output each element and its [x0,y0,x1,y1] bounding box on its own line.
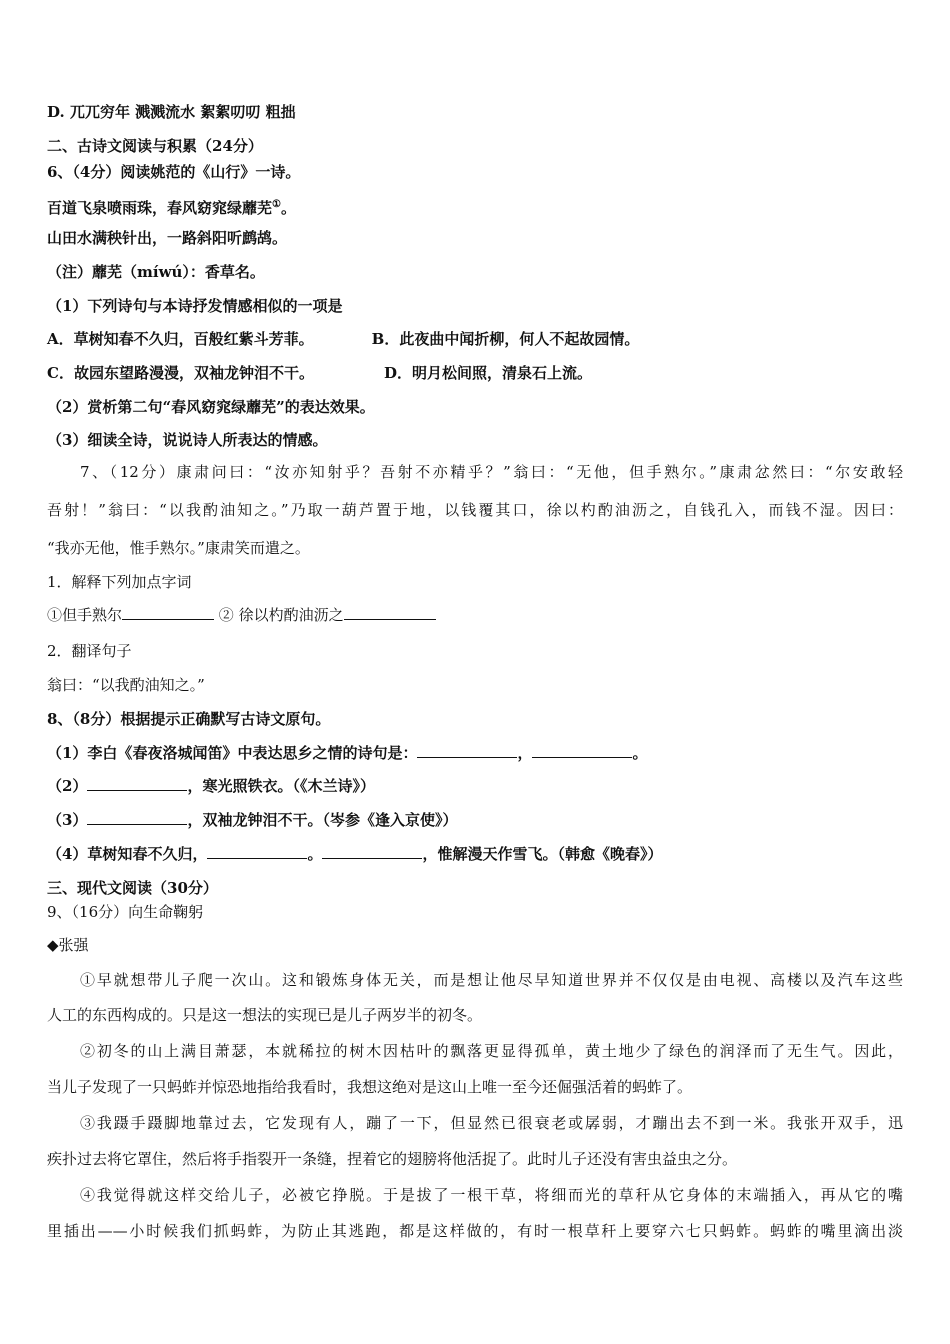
option-d-label: D. [47,103,65,121]
q7-line-3: “我亦无他，惟手熟尔。”康肃笑而遣之。 [47,539,310,557]
q6-poem-line-1 [47,195,296,218]
q6-sub-3: （3）细读全诗，说说诗人所表达的情感。 [47,431,328,449]
q8-s4-mid: 。 [307,845,323,863]
q7-line-1: 7、（12分）康肃问曰：“汝亦知射乎？吾射不亦精乎？”翁曰：“无他，但手熟尔。”康肃忿然曰：“尔安敢轻 [80,463,903,481]
q6-poem-line-2: 山田水满秧针出，一路斜阳听鹧鸪。 [47,229,288,247]
q9-p1-line-1: ①早就想带儿子爬一次山。这和锻炼身体无关，而是想让他尽早知道世界并不仅仅是由电视、高楼以及汽车这些 [80,971,903,989]
q8-sub-1 [47,743,647,763]
q7-items [47,605,436,625]
q6-option-c: C．故园东望路漫漫，双袖龙钟泪不干。 [47,364,314,382]
q9-p4-line-2: 里插出——小时候我们抓蚂蚱，为防止其逃跑，都是这样做的，有时一根草秆上要穿六七只蚂蚱。蚂蚱的嘴里滴出淡 [47,1222,903,1240]
q9-author: ◆张强 [47,936,89,954]
q6-option-b: B．此夜曲中闻折柳，何人不起故园情。 [371,330,640,348]
q6-options-ab [47,329,639,349]
q8-s4-pre: （4）草树知春不久归， [47,845,208,863]
answer-blank[interactable] [344,605,436,620]
q7-sentence: 翁曰：“以我酌油知之。” [47,676,205,694]
answer-blank[interactable] [87,810,187,825]
q8-s1-pre: （1）李白《春夜洛城闻笛》中表达思乡之情的诗句是： [47,744,418,762]
footnote-mark: ① [272,199,281,210]
q9-p3-line-2: 疾扑过去将它罩住，然后将手指裂开一条缝，捏着它的翅膀将他活捉了。此时儿子还没有害虫益虫之分。 [47,1150,738,1168]
answer-blank[interactable] [87,776,187,791]
answer-blank[interactable] [207,844,307,859]
q6-options-cd [47,363,592,383]
answer-blank[interactable] [322,844,422,859]
q8-s2-post: ，寒光照铁衣。（《木兰诗》） [187,777,375,795]
poem-line-1-end: 。 [280,199,296,217]
option-d-text: 兀兀穷年 溅溅流水 絮絮叨叨 粗拙 [69,103,296,121]
q8-s2-pre: （2） [47,777,88,795]
section-3-title: 三、现代文阅读（30分） [47,879,218,897]
q6-sub-2: （2）赏析第二句“春风窈窕绿蘼芜”的表达效果。 [47,398,375,416]
q9-p3-line-1: ③我蹑手蹑脚地靠过去，它发现有人，蹦了一下，但显然已很衰老或孱弱，才蹦出去不到一米。我张开双手，迅 [80,1114,903,1132]
q6-option-d: D．明月松间照，清泉石上流。 [383,364,592,382]
q9-p2-line-1: ②初冬的山上满目萧瑟，本就稀拉的树木因枯叶的飘落更显得孤单，黄土地少了绿色的润泽而了无生气。因此， [80,1042,903,1060]
q7-line-2: 吾射！”翁曰：“以我酌油知之。”乃取一葫芦置于地，以钱覆其口，徐以杓酌油沥之，自钱孔入，而钱不湿。因曰： [47,501,903,519]
q8-sub-3 [47,810,457,830]
q9-p4-line-1: ④我觉得就这样交给儿子，必被它挣脱。于是拔了一根干草，将细而光的草秆从它身体的末端插入，再从它的嘴 [80,1186,903,1204]
q7-item-1: ①但手熟尔 [47,606,123,624]
q7-item-2: ② 徐以杓酌油沥之 [218,606,344,624]
q8-s1-mid: ， [517,744,533,762]
q8-s1-end: 。 [632,744,648,762]
answer-blank[interactable] [122,605,214,620]
q8-s3-pre: （3） [47,811,88,829]
q6-note: （注）蘼芜（míwú）：香草名。 [47,263,265,281]
answer-blank[interactable] [417,743,517,758]
section-2-title: 二、古诗文阅读与积累（24分） [47,137,263,155]
q6-stem-text: 6、（4分）阅读姚范的《山行》一诗。 [47,163,301,181]
q6-option-a: A．草树知春不久归，百般红紫斗芳菲。 [47,330,314,348]
q9-p2-line-2: 当儿子发现了一只蚂蚱并惊恐地指给我看时，我想这绝对是这山上唯一至今还倔强活着的蚂蚱了。 [47,1078,693,1096]
q8-stem: 8、（8分）根据提示正确默写古诗文原句。 [47,710,331,728]
q7-sub-2: 2．翻译句子 [47,642,132,660]
poem-line-1-text: 百道飞泉喷雨珠，春风窈窕绿蘼芜 [47,199,273,217]
q9-p1-line-2: 人工的东西构成的。只是这一想法的实现已是儿子两岁半的初冬。 [47,1006,483,1024]
option-d-line [47,102,296,122]
q6-sub-1: （1）下列诗句与本诗抒发情感相似的一项是 [47,297,343,315]
q7-sub-1: 1．解释下列加点字词 [47,573,192,591]
answer-blank[interactable] [532,743,632,758]
q8-sub-4 [47,844,662,864]
q8-s3-post: ，双袖龙钟泪不干。（岑参《逢入京使》） [187,811,458,829]
q9-stem: 9、（16分）向生命鞠躬 [47,903,204,921]
q8-s4-post: ，惟解漫天作雪飞。（韩愈《晚春》） [422,845,663,863]
q8-sub-2 [47,776,375,796]
q6-stem [47,162,300,182]
